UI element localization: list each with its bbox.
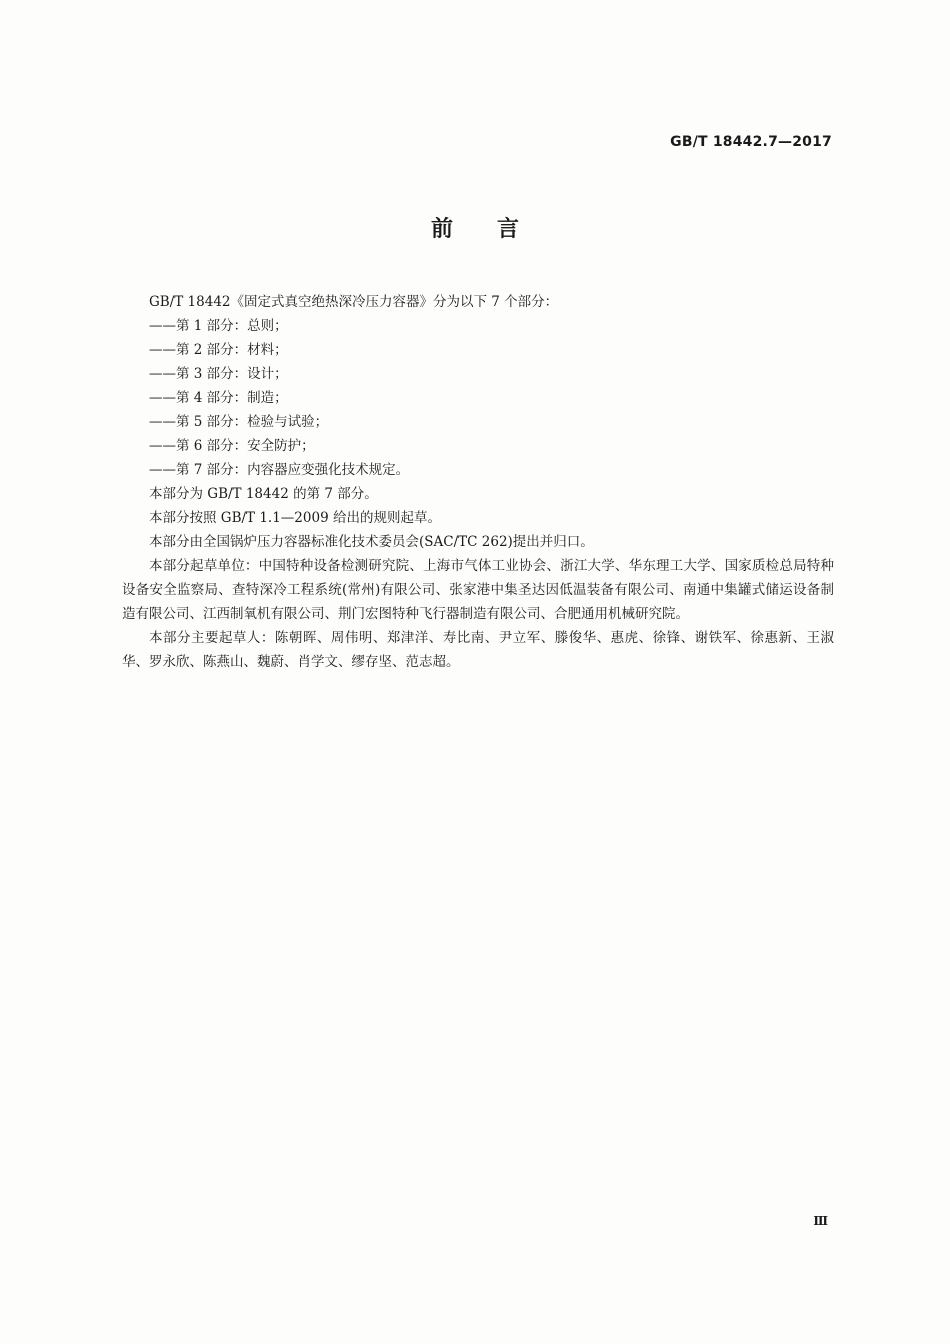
page-title: 前言 bbox=[430, 217, 563, 242]
list-item: ——第 1 部分：总则； bbox=[149, 318, 288, 334]
list-item: ——第 4 部分：制造； bbox=[149, 390, 288, 406]
drafters-paragraph: 本部分主要起草人：陈朝晖、周伟明、郑津洋、寿比南、尹立军、滕俊华、惠虎、徐锋、谢铁军、徐惠新、王淑华、罗永欣、陈燕山、魏蔚、肖学文、缪存坚、范志超。 bbox=[122, 630, 834, 670]
list-item: ——第 6 部分：安全防护； bbox=[149, 438, 315, 454]
part-of-statement: 本部分为 GB/T 18442 的第 7 部分。 bbox=[149, 486, 378, 502]
list-item: ——第 7 部分：内容器应变强化技术规定。 bbox=[149, 462, 410, 478]
parts-list bbox=[122, 314, 834, 482]
page-number: Ⅲ bbox=[813, 1214, 828, 1228]
proposed-by-statement: 本部分由全国锅炉压力容器标准化技术委员会(SAC/TC 262)提出并归口。 bbox=[149, 534, 594, 550]
list-item: ——第 3 部分：设计； bbox=[149, 366, 288, 382]
list-item: ——第 5 部分：检验与试验； bbox=[149, 414, 329, 430]
foreword-body bbox=[122, 290, 834, 674]
drafting-rules-statement: 本部分按照 GB/T 1.1—2009 给出的规则起草。 bbox=[149, 510, 441, 526]
intro-paragraph: GB/T 18442《固定式真空绝热深冷压力容器》分为以下 7 个部分： bbox=[149, 294, 559, 310]
standard-number: GB/T 18442.7—2017 bbox=[670, 134, 832, 150]
drafting-units-paragraph: 本部分起草单位：中国特种设备检测研究院、上海市气体工业协会、浙江大学、华东理工大学、国家质检总局特种设备安全监察局、查特深冷工程系统(常州)有限公司、张家港中集圣达因低温装备有限公司、南通中集罐式储运设备制造有限公司、江西制氧机有限公司、荆门宏图特种飞行器制造有限公司、合肥通用机械研究院。 bbox=[122, 558, 834, 622]
list-item: ——第 2 部分：材料； bbox=[149, 342, 288, 358]
